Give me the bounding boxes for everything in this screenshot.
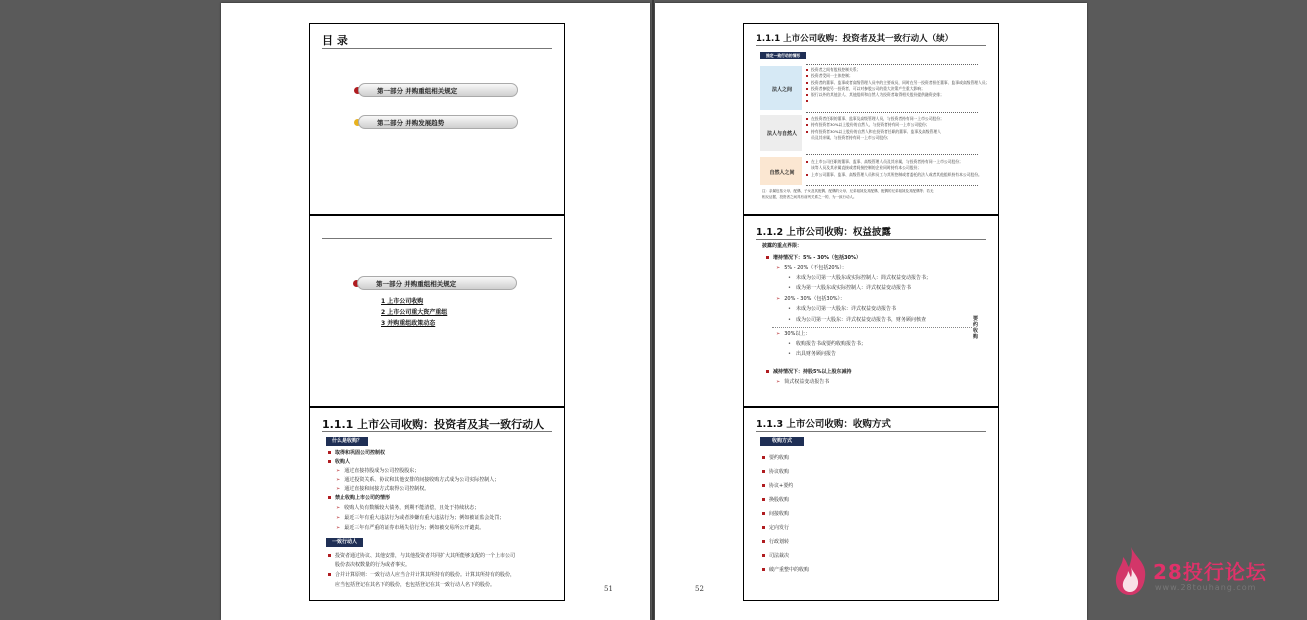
label-what-is-acquisition: 什么是收购？: [326, 437, 368, 446]
bullet-line: ➢ 通过直接持股成为公司控股股东；: [336, 468, 420, 474]
detail-line: • 出具财务顾问报告: [788, 351, 836, 357]
row-label: 法人与自然人: [766, 131, 797, 137]
detail-line: • 未成为公司第一大股东或实际控制人：简式权益变动报告书；: [788, 275, 931, 281]
bullet-line: 收购人: [328, 458, 350, 467]
method-item: 换股收购: [762, 493, 809, 507]
dotted-divider: [806, 154, 978, 155]
pdf-page-51: [221, 3, 650, 620]
section-rule: [322, 238, 552, 239]
subitem-link[interactable]: 2 上市公司重大资产重组: [381, 309, 448, 316]
case-decrease: 减持情况下：持股5%以上股东减持: [766, 368, 852, 377]
method-item: 司法裁决: [762, 549, 809, 563]
tender-threshold-line: [772, 327, 972, 328]
watermark-url: www.28touhang.com: [1155, 583, 1257, 592]
slide-1-1-1: [309, 407, 565, 601]
detail-line: • 成为第一大股东或实际控制人：详式权益变动报告书: [788, 285, 911, 291]
bullet-line: ➢ 通过投资关系、协议和其他安排的间接收购方式成为公司实际控制人；: [336, 477, 500, 483]
title-rule: [756, 239, 986, 240]
bullet-line: ➢ 最近三年有重大违法行为或者涉嫌有重大违法行为；例如被证监会处罚；: [336, 515, 505, 521]
pdf-page-52: [655, 3, 1087, 620]
para-line: 投资者通过协议、其他安排，与其他投资者共同扩大其所能够支配的一个上市公司: [328, 552, 515, 561]
footnote: 注：亲属包括父母、配偶、子女及其配偶、配偶的父母、兄弟姐妹及其配偶、配偶的兄弟姐妹及其配偶等；若无 相反证据，投资者之间具有前列关系之一的，为一致行动人。: [762, 189, 934, 199]
page-gap-divider: [652, 0, 654, 620]
row-text: 投资者之间有股权控制关系； 投资者受同一主体控制； 投资者的董事、监事或者高级管理人员中的主要成员，同时在另一投资者担任董事、监事或高级管理人员； 投资者参股另一投资者，可以对参股公司的重大决策产生重大影响； 银行以外的其他法人、其他组织和自然人为投资者取得相关股份提供融资安排；: [806, 67, 989, 105]
slide-title: 1.1.1 上市公司收购：投资者及其一致行动人（续）: [756, 34, 954, 44]
method-item: 协议+要约: [762, 479, 809, 493]
method-item: 定向发行: [762, 521, 809, 535]
dotted-divider: [806, 185, 978, 186]
page-number: 52: [695, 585, 704, 593]
slide-title: 1.1.2 上市公司收购：权益披露: [756, 227, 891, 238]
case-increase: 增持情况下：5% - 30%（包括30%）: [766, 254, 861, 263]
bullet-line: ➢ 收购人负有数额较大债务，到期不能清偿，且处于持续状态；: [336, 505, 480, 511]
label-presumed-concert: 推定一致行动的情形: [760, 52, 806, 59]
bullet-line: 禁止收购上市公司的情形: [328, 494, 390, 503]
dotted-divider: [806, 112, 978, 113]
bullet-line: ➢ 通过直接和间接方式取得公司控制权。: [336, 486, 430, 492]
method-item: 破产重整中的收购: [762, 563, 809, 577]
slide-toc: [309, 23, 565, 215]
side-note: 要约收购: [973, 316, 979, 340]
para-line: 合并计算原则：一致行动人应当合并计算其所持有的股份。计算其所持有的股份，: [328, 571, 515, 580]
title-rule: [322, 48, 552, 49]
subitem-link[interactable]: 3 并购重组政策动态: [381, 320, 436, 327]
slide-title: 1.1.3 上市公司收购：收购方式: [756, 419, 891, 430]
range-line: ➢ 简式权益变动报告书: [776, 379, 830, 385]
watermark-title: 28投行论坛: [1153, 560, 1267, 584]
label-methods: 收购方式: [760, 437, 804, 446]
para-line: 股份表决权数量的行为或者事实。: [335, 562, 411, 568]
title-rule: [756, 45, 986, 46]
dotted-divider: [806, 64, 978, 65]
detail-line: • 成为公司第一大股东：详式权益变动报告书，财务顾问核查: [788, 317, 926, 323]
detail-line: • 未成为公司第一大股东：详式权益变动报告书: [788, 306, 896, 312]
bullet-line: 取得和巩固公司控制权: [328, 449, 385, 458]
slide-1-1-1-cont: [743, 23, 999, 215]
slide-section: [309, 215, 565, 407]
toc-item-1[interactable]: 第一部分 并购重组相关规定: [358, 83, 518, 97]
methods-list: [762, 451, 809, 577]
method-item: 协议收购: [762, 465, 809, 479]
section-heading[interactable]: 第一部分 并购重组相关规定: [357, 276, 517, 290]
range-line: ➢ 5% - 20%（不包括20%）：: [776, 265, 847, 271]
method-item: 行政划转: [762, 535, 809, 549]
toc-item-2[interactable]: 第二部分 并购发展趋势: [358, 115, 518, 129]
method-item: 要约收购: [762, 451, 809, 465]
section-subitems: [381, 296, 447, 329]
range-line: ➢ 20% - 30%（包括30%）：: [776, 296, 846, 302]
title-rule: [322, 431, 552, 432]
method-item: 间接收购: [762, 507, 809, 521]
toc-title: 目 录: [322, 34, 348, 47]
row-text: 在投资者任职的董事、监事及高级管理人员，与投资者持有同一上市公司股份； 持有投资者30%以上股份的自然人，与投资者持有同一上市公司股份； 持有投资者30%以上股份的自然人和在投资者任职的董事、监事及高级管理人 员及其亲属，与投资者持有同一上市公司股份；: [806, 116, 944, 141]
bullet-line: ➢ 最近三年有严重的证券市场失信行为；例如被交易所公开谴责。: [336, 525, 485, 531]
title-rule: [756, 431, 986, 432]
slide-1-1-3: [743, 407, 999, 601]
row-text: 在上市公司任职的董事、监事、高级管理人员及其亲属，与投资者持有同一上市公司股份； 该等人员及其亲属直接或者间接控制的企业同时持有本公司股份； 上市公司董事、监事、高级管理人员和员工与其所控制或者委托的法人或者其他组织持有本公司股份。: [806, 159, 982, 178]
flame-logo-icon: [1113, 545, 1149, 597]
range-line: ➢ 30%以上：: [776, 331, 811, 337]
row-label: 法人之间: [771, 87, 792, 93]
slide-title: 1.1.1 上市公司收购：投资者及其一致行动人: [322, 418, 545, 431]
detail-line: • 收购报告书或要约收购报告书；: [788, 341, 866, 347]
label-concert-party: 一致行动人: [326, 538, 363, 547]
para-line: 应当包括登记在其名下的股份，也包括登记在其一致行动人名下的股份。: [335, 582, 496, 588]
page-number: 51: [604, 585, 613, 593]
intro: 披露的重点界限：: [762, 243, 803, 249]
row-label: 自然人之间: [769, 170, 795, 176]
subitem-link[interactable]: 1 上市公司收购: [381, 298, 424, 305]
slide-1-1-2: [743, 215, 999, 407]
